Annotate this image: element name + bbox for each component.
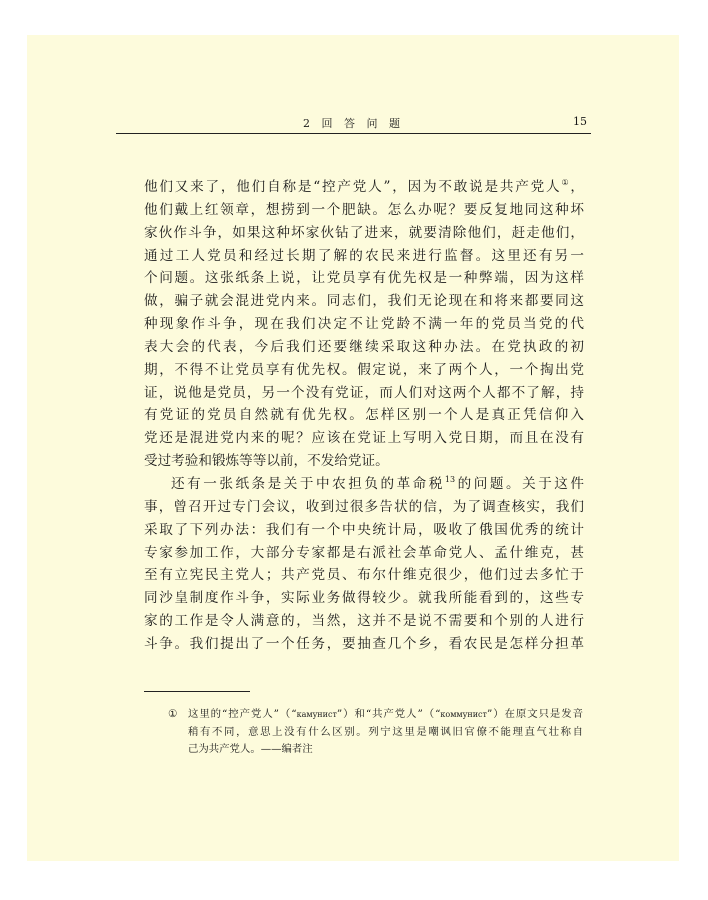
page-number: 15 [573,115,587,128]
text-line: 有党证的党员自然就有优先权。怎样区别一个人是真正凭信仰入 [144,407,584,424]
footnote-reference: ① [561,178,571,187]
text-line: 家的工作是令人满意的，当然，这并不是说不需要和个别的人进行 [144,613,584,630]
text-line: 事，曾召开过专门会议，收到过很多告状的信，为了调查核实，我们 [144,498,584,515]
text-line: 种现象作斗争，现在我们决定不让党龄不满一年的党员当党的代 [144,316,584,333]
footnote-line: 这里的“控产党人”（“камунист”）和“共产党人”（“коммунист”）在原文只是发音 [188,708,583,720]
footnote-line: 稍有不同，意思上没有什么区别。列宁这里是嘲讽旧官僚不能理直气壮称自 [188,725,583,738]
text-line: 期，不得不让党员享有优先权。假定说，来了两个人，一个掏出党 [144,361,584,378]
text-line: 证，说他是党员，另一个没有党证，而人们对这两个人都不了解，持 [144,384,584,401]
text-line: 家伙作斗争，如果这种坏家伙钻了进来，就要清除他们，赶走他们， [144,224,584,241]
text-line: 他们戴上红领章，想捞到一个肥缺。怎么办呢？要反复地同这种坏 [144,201,584,218]
russian-term: коммунист [440,710,487,719]
text-line: 个问题。这张纸条上说，让党员享有优先权是一种弊端，因为这样 [144,270,584,287]
text-line: 通过工人党员和经过长期了解的农民来进行监督。这里还有另一 [144,247,584,264]
text-line: 还有一张纸条是关于中农担负的革命税$^{13}$的问题。关于这件 [171,474,585,492]
text-line: 他们又来了，他们自称是“控产党人”，因为不敢说是共产党人①， [144,178,584,195]
text-line: 党还是混进党内来的呢？应该在党证上写明入党日期，而且在没有 [144,430,584,447]
footnote-divider [144,691,250,692]
text-line: 表大会的代表，今后我们还要继续采取这种办法。在党执政的初 [144,338,584,355]
text-line: 至有立宪民主党人；共产党员、布尔什维克很少，他们过去多忙于 [144,567,584,584]
text-line: 采取了下列办法：我们有一个中央统计局，吸收了俄国优秀的统计 [144,521,584,538]
russian-term: камунист [296,710,337,719]
running-header [116,113,591,134]
body-text [144,176,584,656]
chapter-title: 2 回 答 问 题 [303,117,404,130]
footnote-line: 己为共产党人。——编者注 [188,743,313,755]
text-line: 斗争。我们提出了一个任务，要抽查几个乡，看农民是怎样分担革 [144,635,584,652]
text-line: 做，骗子就会混进党内来。同志们，我们无论现在和将来都要同这 [144,293,584,310]
text-line: 专家参加工作，大部分专家都是右派社会革命党人、孟什维克，甚 [144,544,584,561]
endnote-reference: 13 [444,474,456,484]
text-line: 受过考验和锻炼等等以前，不发给党证。 [144,453,389,470]
footnote-marker: ① [168,708,178,720]
text-line: 同沙皇制度作斗争，实际业务做得较少。就我所能看到的，这些专 [144,590,584,607]
